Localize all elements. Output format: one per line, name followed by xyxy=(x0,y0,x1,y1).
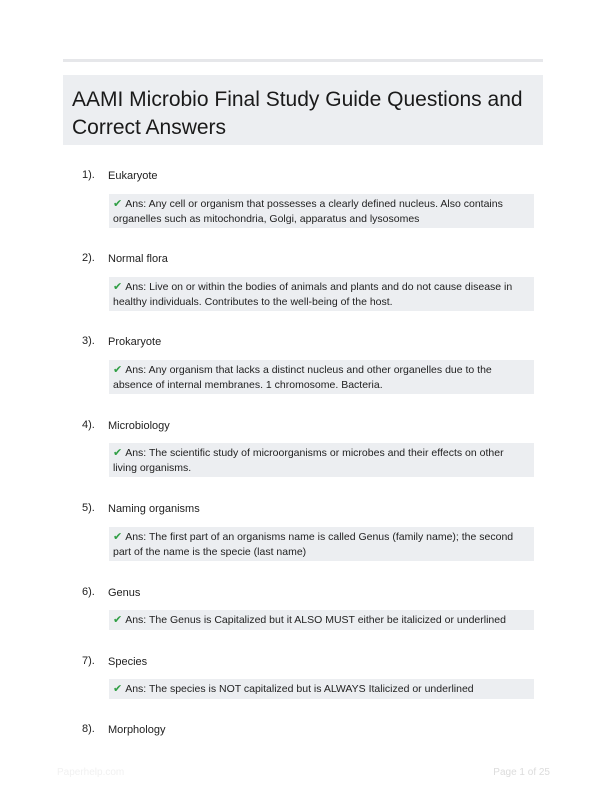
item-number: 4). xyxy=(82,419,95,431)
answer-box xyxy=(109,443,534,477)
checkmark-icon: ✔ xyxy=(113,447,123,459)
checkmark-icon: ✔ xyxy=(113,683,123,695)
item-term: Normal flora xyxy=(108,253,168,265)
checkmark-icon: ✔ xyxy=(113,198,123,210)
item-term: Prokaryote xyxy=(108,336,162,348)
answer-box xyxy=(109,527,534,561)
answer-box xyxy=(109,610,534,630)
item-term: Naming organisms xyxy=(108,503,200,515)
footer-site: Paperhelp.com xyxy=(57,767,125,778)
checkmark-icon: ✔ xyxy=(113,281,123,293)
answer-text: Ans: The scientific study of microorganisms or microbes and their effects on other living organisms. xyxy=(113,447,504,474)
answer-text: Ans: Any organism that lacks a distinct nucleus and other organelles due to the absence of internal membranes. 1 chromosome. Bacteria. xyxy=(113,364,492,391)
item-term: Morphology xyxy=(108,724,166,736)
answer-text: Ans: Live on or within the bodies of animals and plants and do not cause disease in healthy individuals. Contributes to the well-being of the host. xyxy=(113,281,513,308)
answer-text: Ans: Any cell or organism that possesses a clearly defined nucleus. Also contains organelles such as mitochondria, Golgi, apparatus and lysosomes xyxy=(113,198,503,225)
answer-box xyxy=(109,194,534,228)
checkmark-icon: ✔ xyxy=(113,614,123,626)
item-term: Microbiology xyxy=(108,420,170,432)
checkmark-icon: ✔ xyxy=(113,364,123,376)
item-number: 3). xyxy=(82,335,95,347)
top-rule xyxy=(63,59,543,62)
item-number: 6). xyxy=(82,586,95,598)
answer-box xyxy=(109,360,534,394)
item-number: 2). xyxy=(82,252,95,264)
answer-text: Ans: The Genus is Capitalized but it ALSO MUST either be italicized or underlined xyxy=(125,614,506,626)
item-number: 1). xyxy=(82,169,95,181)
item-term: Genus xyxy=(108,587,141,599)
item-number: 7). xyxy=(82,655,95,667)
title-banner xyxy=(63,75,543,145)
page-indicator: Page 1 of 25 xyxy=(493,767,550,778)
answer-text: Ans: The first part of an organisms name is called Genus (family name); the second part of the name is the specie (last name) xyxy=(113,531,514,558)
answer-box xyxy=(109,679,534,699)
item-number: 8). xyxy=(82,723,95,735)
item-term: Eukaryote xyxy=(108,170,158,182)
page-title: AAMI Microbio Final Study Guide Questions and Correct Answers xyxy=(72,88,523,139)
item-term: Species xyxy=(108,656,148,668)
item-number: 5). xyxy=(82,502,95,514)
answer-text: Ans: The species is NOT capitalized but is ALWAYS Italicized or underlined xyxy=(125,683,474,695)
checkmark-icon: ✔ xyxy=(113,531,123,543)
answer-box xyxy=(109,277,534,311)
